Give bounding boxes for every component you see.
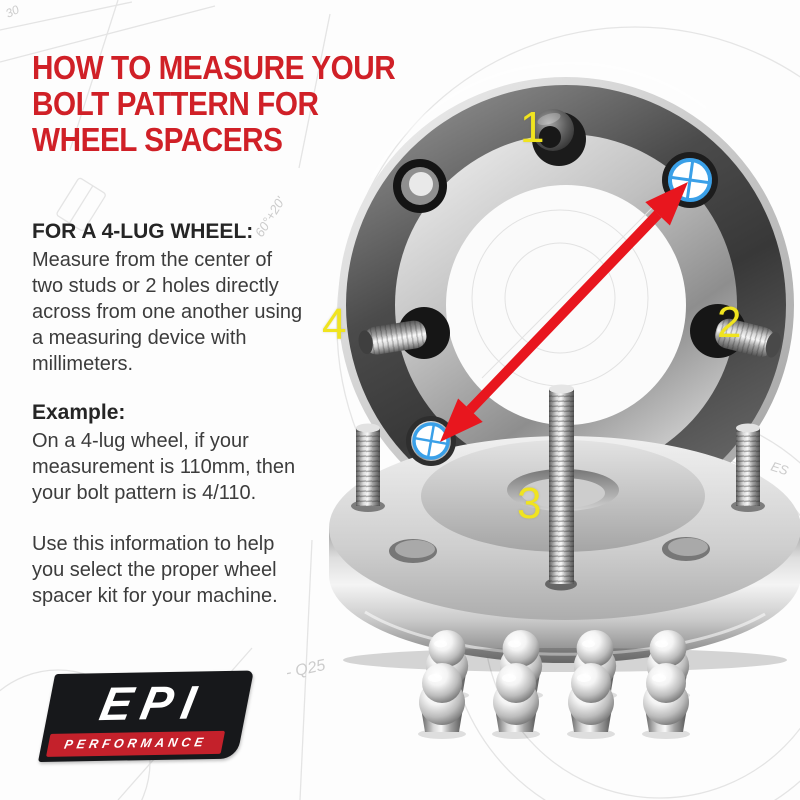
disc-stud-left <box>351 424 385 513</box>
epi-performance-logo <box>38 671 254 762</box>
sketch-label-angle: 60°+20' <box>251 194 288 240</box>
body-line: measurement is 110mm, then <box>32 456 296 478</box>
body-line: spacer kit for your machine. <box>32 585 278 607</box>
title-line: HOW TO MEASURE YOUR <box>32 49 396 86</box>
section-heading: Example: <box>32 401 126 424</box>
stud-marker-2: 2 <box>717 298 742 347</box>
body-line: across from one another using <box>32 301 303 323</box>
logo-tagline-text: PERFORMANCE <box>63 735 209 752</box>
body-line: you select the proper wheel <box>32 559 277 581</box>
stud-marker-4: 4 <box>322 300 347 349</box>
body-line: Measure from the center of <box>32 249 273 271</box>
sketch-label-es: ES <box>769 458 791 479</box>
disc-stud-right <box>731 424 765 513</box>
body-line: two studs or 2 holes directly <box>32 275 279 297</box>
body-line: your bolt pattern is 4/110. <box>32 482 257 504</box>
section-example <box>32 401 342 506</box>
body-line: millimeters. <box>32 353 134 375</box>
lug-nuts-front-row <box>418 663 690 739</box>
disc-shadow <box>343 648 787 672</box>
title-line: WHEEL SPACERS <box>32 121 283 158</box>
logo-black-block <box>43 671 253 734</box>
section-kit-info <box>32 531 342 609</box>
body-line: On a 4-lug wheel, if your <box>32 430 249 452</box>
section-heading: FOR A 4-LUG WHEEL: <box>32 220 254 243</box>
disc-stud-center <box>545 385 577 591</box>
sketch-label-30: 30 <box>3 2 22 21</box>
stud-marker-3: 3 <box>517 479 542 528</box>
logo-red-band <box>46 731 225 757</box>
stud-marker-1: 1 <box>520 103 545 152</box>
logo-brand-text: EPI <box>95 674 210 730</box>
empty-lug-hole <box>393 159 447 213</box>
body-line: a measuring device with <box>32 327 247 349</box>
title-line: BOLT PATTERN FOR <box>32 85 319 122</box>
sketch-label-q25: - Q25 <box>284 656 327 682</box>
body-line: Use this information to help <box>32 533 275 555</box>
page-title <box>32 50 428 158</box>
section-4-lug-wheel <box>32 220 332 377</box>
